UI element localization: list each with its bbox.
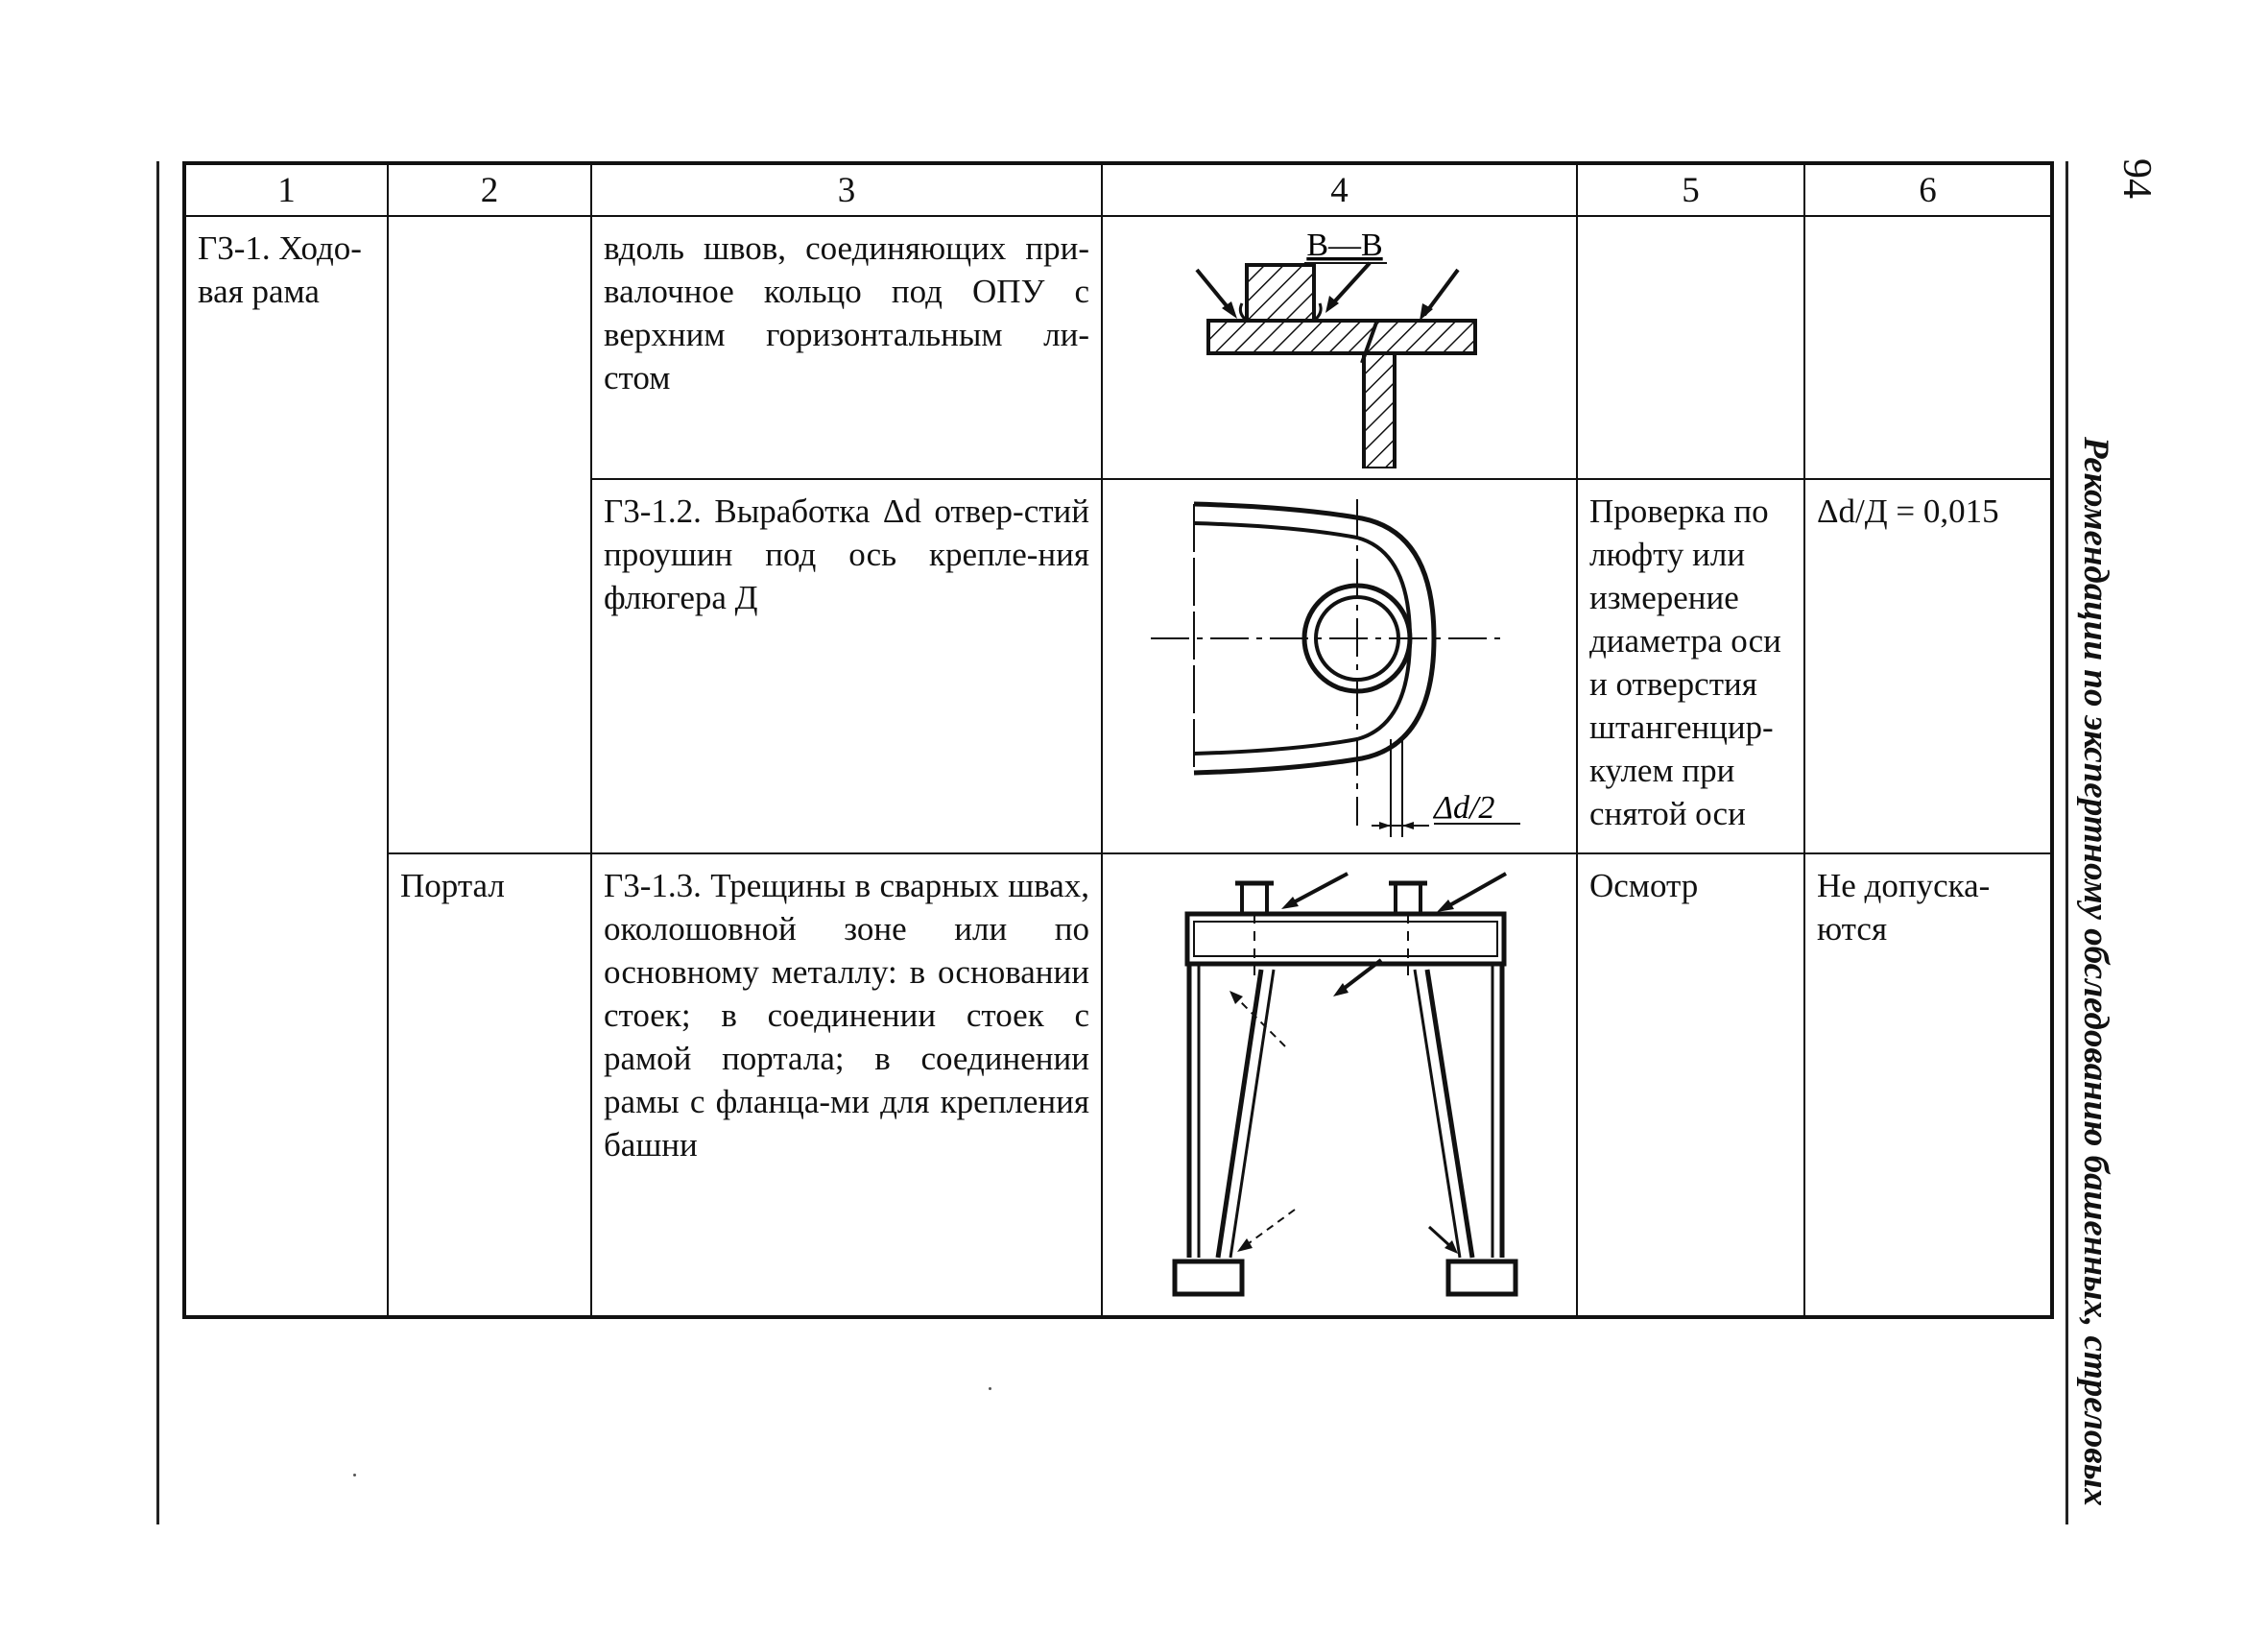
dimension-label: Δd/2 bbox=[1434, 790, 1495, 826]
arrow-head-icon bbox=[1437, 900, 1454, 912]
arrow-head-icon bbox=[1237, 1238, 1253, 1252]
header-col-2: 2 bbox=[388, 163, 591, 216]
lug-wear-figure-cell bbox=[1102, 479, 1577, 853]
header-col-3: 3 bbox=[591, 163, 1102, 216]
arrow-head-icon bbox=[1281, 897, 1299, 909]
defect-description-cell: вдоль швов, соединяющих при-валочное кольцо под ОПУ с верхним горизонтальным ли-стом bbox=[591, 216, 1102, 479]
limit-cell-empty bbox=[1804, 216, 2052, 479]
inspection-method-cell: Осмотр bbox=[1577, 853, 1804, 1317]
portal-foot bbox=[1175, 1261, 1242, 1294]
limit-value-cell: Δd/Д = 0,015 bbox=[1804, 479, 2052, 853]
weld-section-figure-cell bbox=[1102, 216, 1577, 479]
arrow-line bbox=[1245, 1210, 1295, 1246]
lug-wear-drawing bbox=[1103, 480, 1574, 843]
right-margin-rule bbox=[2065, 161, 2068, 1524]
vertical-web bbox=[1364, 353, 1395, 468]
horizontal-plate bbox=[1208, 321, 1475, 353]
tower-flange bbox=[1242, 883, 1267, 914]
element-cell-running-frame: Г3-1. Ходо-вая рама bbox=[184, 216, 388, 1317]
header-col-5: 5 bbox=[1577, 163, 1804, 216]
page-number: 94 bbox=[2114, 158, 2159, 199]
tower-flange bbox=[1396, 883, 1420, 914]
running-title: Рекомендации по экспертному обследованию башенных, стреловых bbox=[2076, 437, 2115, 1506]
inspection-method-cell: Проверка по люфту или измерение диаметра оси и отверстия штангенцир-кулем при снятой оси bbox=[1577, 479, 1804, 853]
header-col-1: 1 bbox=[184, 163, 388, 216]
weld-section-drawing bbox=[1103, 217, 1574, 468]
portal-inclined-strut bbox=[1415, 970, 1460, 1258]
portal-foot bbox=[1448, 1261, 1516, 1294]
dimension-arrow-icon bbox=[1402, 822, 1414, 829]
table-row bbox=[184, 216, 2052, 479]
arrow-line bbox=[1237, 998, 1285, 1046]
scan-speck bbox=[353, 1474, 356, 1476]
subelement-cell-portal: Портал bbox=[388, 853, 591, 1317]
arrow-line bbox=[1290, 874, 1348, 904]
portal-drawing bbox=[1103, 854, 1574, 1306]
section-label: В—В bbox=[1306, 228, 1383, 263]
defect-description-cell: Г3-1.2. Выработка Δd отвер-стий проушин под ось крепле-ния флюгера Д bbox=[591, 479, 1102, 853]
portal-inclined-strut bbox=[1427, 970, 1472, 1258]
header-col-4: 4 bbox=[1102, 163, 1577, 216]
table-header-row bbox=[184, 163, 2052, 216]
left-margin-rule bbox=[156, 161, 159, 1524]
scan-speck bbox=[989, 1387, 991, 1390]
ring-block bbox=[1247, 265, 1314, 321]
inspection-table bbox=[182, 161, 2054, 1319]
defect-description-cell: Г3-1.3. Трещины в сварных швах, околошовной зоне или по основному металлу: в основании стоек; в соединении стоек с рамой портала; в соединении рамы с фланца-ми для крепления башни bbox=[591, 853, 1102, 1317]
dimension-arrow-icon bbox=[1379, 822, 1391, 829]
portal-figure-cell bbox=[1102, 853, 1577, 1317]
arrow-head-icon bbox=[1229, 991, 1243, 1004]
arrow-line bbox=[1446, 874, 1506, 907]
inspection-table-wrapper bbox=[182, 161, 2050, 1319]
limit-value-cell: Не допуска-ются bbox=[1804, 853, 2052, 1317]
header-col-6: 6 bbox=[1804, 163, 2052, 216]
portal-inclined-strut bbox=[1218, 970, 1261, 1258]
arrow-line bbox=[1331, 263, 1370, 305]
subelement-cell-empty bbox=[388, 216, 591, 853]
portal-top-frame-inner bbox=[1194, 922, 1497, 956]
method-cell-empty bbox=[1577, 216, 1804, 479]
arrow-line bbox=[1429, 1227, 1450, 1246]
table-row bbox=[184, 853, 2052, 1317]
